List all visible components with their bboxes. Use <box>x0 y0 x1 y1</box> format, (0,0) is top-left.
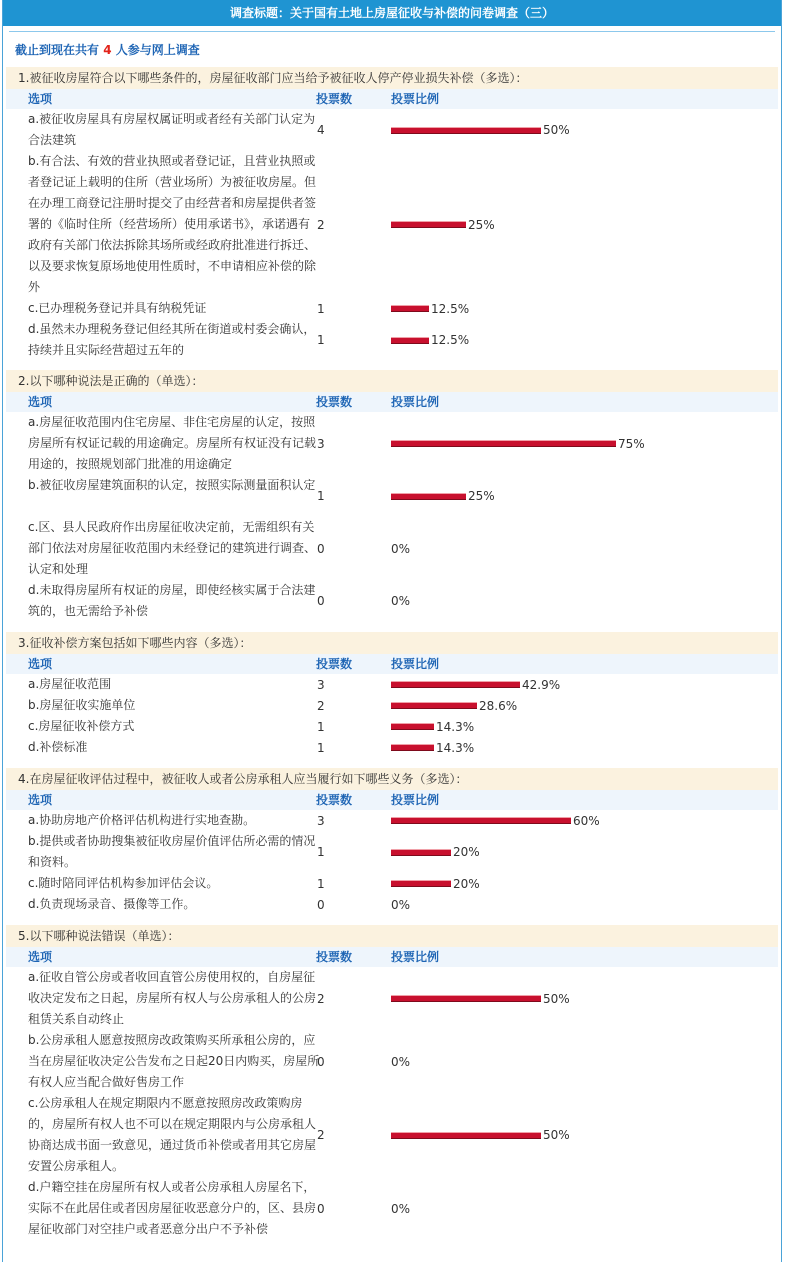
vote-ratio <box>391 1125 570 1145</box>
summary-suffix: 人参与网上调查 <box>115 43 200 57</box>
column-header-ratio: 投票比例 <box>391 395 440 409</box>
participant-count: 4 <box>103 43 112 57</box>
vote-ratio <box>391 696 517 716</box>
vote-ratio-label: 0% <box>391 594 411 608</box>
vote-ratio-bar <box>391 849 451 856</box>
vote-count: 1 <box>317 719 325 734</box>
option-row <box>6 737 778 758</box>
vote-ratio <box>391 330 469 350</box>
option-text: d.虽然未办理税务登记但经其所在街道或村委会确认，持续并且实际经营超过五年的 <box>28 322 316 357</box>
vote-ratio <box>391 989 570 1009</box>
option-row <box>6 109 778 151</box>
vote-ratio-label: 60% <box>573 813 600 828</box>
vote-ratio <box>391 299 469 319</box>
question-title: 2.以下哪种说法是正确的（单选）： <box>6 370 778 392</box>
column-header-votes: 投票数 <box>316 395 353 409</box>
question-title: 4.在房屋征收评估过程中，被征收人或者公房承租人应当履行如下哪些义务（多选）： <box>6 768 778 790</box>
vote-count: 1 <box>317 876 325 891</box>
option-text: d.补偿标准 <box>28 740 88 754</box>
vote-ratio <box>391 486 495 506</box>
vote-count: 3 <box>317 677 325 692</box>
vote-count: 0 <box>317 1201 325 1216</box>
column-header-option: 选项 <box>28 92 53 106</box>
vote-ratio <box>391 738 474 758</box>
option-text: a.征收自管公房或者收回直管公房使用权的，自房屋征收决定发布之日起，房屋所有权人与公房承租人的公房租赁关系自动终止 <box>28 970 317 1026</box>
vote-count: 1 <box>317 301 325 316</box>
vote-count: 4 <box>317 123 325 137</box>
vote-ratio-label: 20% <box>453 876 480 891</box>
question-title: 1.被征收房屋符合以下哪些条件的，房屋征收部门应当给予被征收人停产停业损失补偿（多选）： <box>6 67 778 89</box>
column-header-ratio: 投票比例 <box>391 950 440 964</box>
option-row <box>6 894 778 915</box>
vote-ratio-label: 50% <box>543 991 570 1006</box>
option-row <box>6 831 778 873</box>
column-header-row <box>6 947 778 967</box>
vote-ratio-bar <box>391 817 571 824</box>
option-text: b.被征收房屋建筑面积的认定，按照实际测量面积认定 <box>28 478 316 492</box>
column-header-option: 选项 <box>28 395 53 409</box>
vote-count: 0 <box>317 594 325 608</box>
vote-ratio <box>391 434 645 454</box>
option-row <box>6 319 778 361</box>
option-row <box>6 475 778 517</box>
vote-count: 3 <box>317 813 325 828</box>
option-text: a.协助房地产价格评估机构进行实地查勘。 <box>28 813 256 827</box>
question-title: 5.以下哪种说法错误（单选）： <box>6 925 778 947</box>
vote-ratio-label: 25% <box>468 217 495 232</box>
column-header-ratio: 投票比例 <box>391 657 440 671</box>
column-header-ratio: 投票比例 <box>391 92 440 106</box>
vote-count: 3 <box>317 436 325 451</box>
vote-ratio-bar <box>391 880 451 887</box>
vote-count: 0 <box>317 1054 325 1069</box>
vote-ratio <box>391 717 474 737</box>
vote-ratio-bar <box>391 337 429 344</box>
option-text: a.被征收房屋具有房屋权属证明或者经有关部门认定为合法建筑 <box>28 112 316 147</box>
vote-ratio-label: 14.3% <box>436 719 475 734</box>
vote-ratio <box>391 1052 410 1072</box>
vote-ratio-label: 14.3% <box>436 740 475 755</box>
vote-ratio <box>391 811 600 831</box>
vote-ratio-label: 25% <box>468 489 495 503</box>
vote-ratio-bar <box>391 995 541 1002</box>
option-text: c.房屋征收补偿方式 <box>28 719 135 733</box>
survey-results-panel <box>2 0 782 1262</box>
vote-ratio-label: 42.9% <box>522 677 561 692</box>
vote-ratio <box>391 539 410 559</box>
vote-ratio-bar <box>391 127 541 134</box>
column-header-option: 选项 <box>28 950 53 964</box>
vote-ratio-label: 12.5% <box>431 301 470 316</box>
option-row <box>6 967 778 1030</box>
column-header-option: 选项 <box>28 657 53 671</box>
vote-ratio-bar <box>391 493 466 500</box>
vote-count: 2 <box>317 991 325 1006</box>
vote-ratio-label: 0% <box>391 897 411 912</box>
vote-ratio <box>391 895 410 915</box>
vote-ratio <box>391 120 570 140</box>
vote-ratio-label: 0% <box>391 1054 411 1069</box>
vote-ratio <box>391 842 480 862</box>
vote-ratio-bar <box>391 440 616 447</box>
vote-ratio <box>391 215 495 235</box>
vote-ratio-label: 0% <box>391 1201 411 1216</box>
question-block <box>3 632 781 758</box>
summary-prefix: 截止到现在共有 <box>15 43 100 57</box>
question-block <box>3 370 781 622</box>
vote-ratio-bar <box>391 723 434 730</box>
vote-count: 0 <box>317 541 325 556</box>
question-block <box>3 925 781 1240</box>
vote-ratio <box>391 874 480 894</box>
vote-ratio-label: 75% <box>618 436 645 451</box>
survey-title-bar <box>3 0 781 26</box>
option-row <box>6 298 778 319</box>
column-header-votes: 投票数 <box>316 657 353 671</box>
option-text: c.随时陪同评估机构参加评估会议。 <box>28 876 219 890</box>
vote-count: 1 <box>317 489 325 503</box>
column-header-votes: 投票数 <box>316 950 353 964</box>
vote-ratio <box>391 591 410 611</box>
vote-count: 0 <box>317 897 325 912</box>
option-row <box>6 873 778 894</box>
option-text: a.房屋征收范围内住宅房屋、非住宅房屋的认定，按照房屋所有权证记载的用途确定。房屋所有权证没有记载用途的，按照规划部门批准的用途确定 <box>28 415 317 471</box>
option-row <box>6 151 778 298</box>
vote-ratio-label: 20% <box>453 845 480 859</box>
option-row <box>6 1093 778 1177</box>
question-title: 3.征收补偿方案包括如下哪些内容（多选）： <box>6 632 778 654</box>
vote-count: 1 <box>317 333 325 347</box>
option-row <box>6 517 778 580</box>
option-text: c.区、县人民政府作出房屋征收决定前，无需组织有关部门依法对房屋征收范围内未经登记的建筑进行调查、认定和处理 <box>28 520 317 576</box>
option-row <box>6 695 778 716</box>
option-text: a.房屋征收范围 <box>28 677 112 691</box>
vote-ratio <box>391 1199 410 1219</box>
vote-ratio-bar <box>391 1132 541 1139</box>
vote-ratio-bar <box>391 305 429 312</box>
vote-ratio-label: 0% <box>391 541 411 556</box>
vote-ratio-label: 50% <box>543 1128 570 1142</box>
column-header-row <box>6 790 778 810</box>
column-header-votes: 投票数 <box>316 92 353 106</box>
vote-ratio-label: 50% <box>543 123 570 137</box>
option-row <box>6 716 778 737</box>
option-row <box>6 412 778 475</box>
vote-ratio-label: 28.6% <box>479 698 518 713</box>
option-row <box>6 810 778 831</box>
vote-count: 2 <box>317 1128 325 1142</box>
participant-summary <box>3 32 781 57</box>
option-text: b.房屋征收实施单位 <box>28 698 136 712</box>
option-row <box>6 674 778 695</box>
column-header-votes: 投票数 <box>316 793 353 807</box>
vote-count: 1 <box>317 845 325 859</box>
question-block <box>3 768 781 915</box>
survey-title: 调查标题：关于国有土地上房屋征收与补偿的问卷调查（三） <box>229 6 554 20</box>
vote-ratio-bar <box>391 221 466 228</box>
option-text: d.负责现场录音、摄像等工作。 <box>28 897 196 911</box>
column-header-row <box>6 89 778 109</box>
option-text: b.有合法、有效的营业执照或者登记证，且营业执照或者登记证上载明的住所（营业场所）为被征收房屋。但在办理工商登记注册时提交了由经营者和房屋提供者签署的《临时住所（经营场所）使用承诺书》，承诺遇有政府有关部门依法拆除其场所或经政府批准进行拆迁、以及要求恢复原场地使用性质时，不申请相应补偿的除外 <box>28 154 317 294</box>
option-text: c.公房承租人在规定期限内不愿意按照房改政策购房的，房屋所有权人也不可以在规定期限内与公房承租人协商达成书面一致意见，通过货币补偿或者用其它房屋安置公房承租人。 <box>28 1096 317 1173</box>
question-list <box>3 67 781 1240</box>
option-row <box>6 580 778 622</box>
option-text: b.公房承租人愿意按照房改政策购买所承租公房的，应当在房屋征收决定公告发布之日起20日内购买，房屋所有权人应当配合做好售房工作 <box>28 1033 320 1089</box>
option-text: d.户籍空挂在房屋所有权人或者公房承租人房屋名下，实际不在此居住或者因房屋征收恶意分户的，区、县房屋征收部门对空挂户或者恶意分出户不予补偿 <box>28 1180 317 1236</box>
column-header-row <box>6 654 778 674</box>
vote-ratio-label: 12.5% <box>431 333 470 347</box>
option-text: c.已办理税务登记并具有纳税凭证 <box>28 301 207 315</box>
option-row <box>6 1177 778 1240</box>
option-row <box>6 1030 778 1093</box>
vote-count: 2 <box>317 698 325 713</box>
vote-count: 1 <box>317 740 325 755</box>
vote-ratio-bar <box>391 702 477 709</box>
vote-ratio-bar <box>391 744 434 751</box>
option-text: d.未取得房屋所有权证的房屋，即使经核实属于合法建筑的，也无需给予补偿 <box>28 583 316 618</box>
column-header-row <box>6 392 778 412</box>
question-block <box>3 67 781 361</box>
option-text: b.提供或者协助搜集被征收房屋价值评估所必需的情况和资料。 <box>28 834 316 869</box>
vote-ratio <box>391 675 560 695</box>
vote-count: 2 <box>317 217 325 232</box>
vote-ratio-bar <box>391 681 520 688</box>
column-header-ratio: 投票比例 <box>391 793 440 807</box>
column-header-option: 选项 <box>28 793 53 807</box>
